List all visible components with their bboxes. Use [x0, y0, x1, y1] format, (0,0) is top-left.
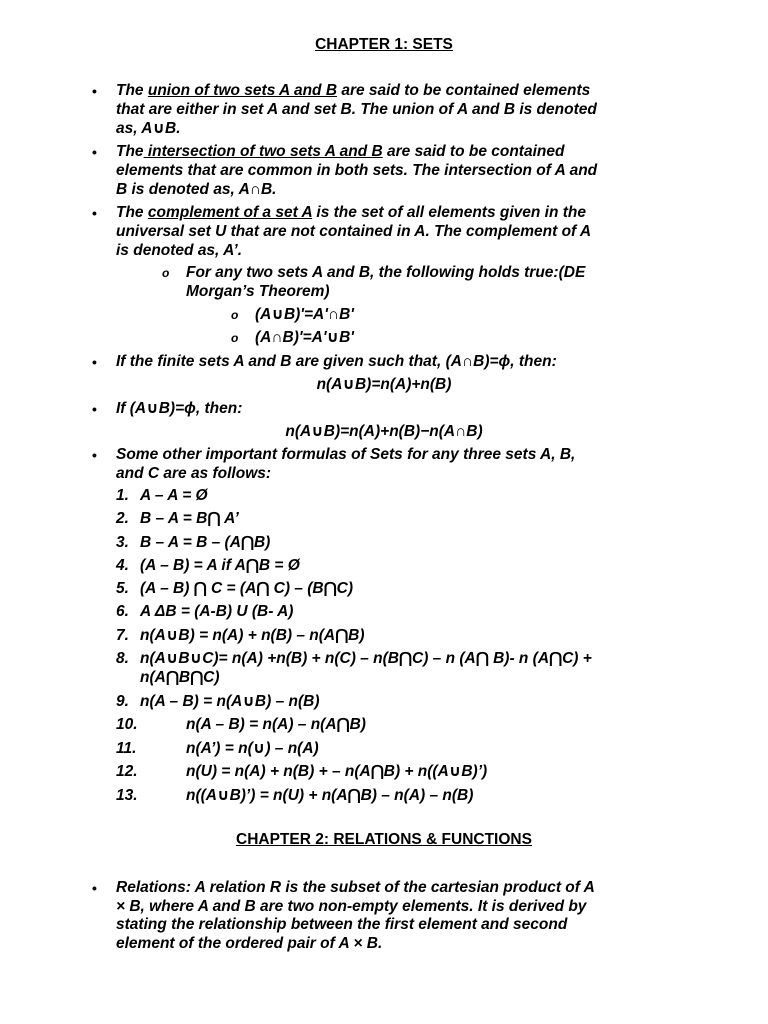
demorgan-line-1: For any two sets A and B, the following holds true:(DE: [186, 264, 586, 281]
formula-text: n(A – B) = n(A) – n(A⋂B): [186, 716, 366, 733]
formula-number: 4.: [116, 557, 129, 574]
formula-number: 9.: [116, 693, 129, 710]
formula-number: 6.: [116, 603, 129, 620]
bullet-icon: •: [92, 205, 97, 221]
formula-number: 2.: [116, 510, 129, 527]
union-line-3: as, A∪B.: [116, 120, 181, 137]
finite-line-1: If the finite sets A and B are given such that, (A∩B)=ϕ, then:: [116, 353, 557, 370]
chapter1-title: CHAPTER 1: SETS: [315, 36, 453, 53]
formula-text: n(U) = n(A) + n(B) + – n(A⋂B) + n((A∪B)’): [186, 763, 488, 780]
formula-number: 8.: [116, 650, 129, 667]
formula-text: n(A – B) = n(A∪B) – n(B): [140, 693, 320, 710]
general-line-1: If (A∪B)=ϕ, then:: [116, 400, 243, 417]
formula-text: A ΔB = (A-B) U (B- A): [140, 603, 294, 620]
relations-line-1: Relations: A relation R is the subset of the cartesian product of A: [116, 879, 595, 896]
complement-term: complement of a set A: [147, 204, 313, 221]
formula-text: B – A = B⋂ A’: [140, 510, 239, 527]
intersection-line-2: elements that are common in both sets. The intersection of A and: [116, 162, 598, 179]
formula-number: 11.: [116, 740, 137, 757]
other-line-1: Some other important formulas of Sets for any three sets A, B,: [116, 446, 576, 463]
formula-text: n(A’) = n(∪) – n(A): [186, 740, 319, 757]
union-term: union of two sets A and B: [147, 82, 338, 99]
chapter2-title: CHAPTER 2: RELATIONS & FUNCTIONS: [236, 831, 532, 848]
intersection-line-1: The intersection of two sets A and B are said to be contained: [116, 143, 565, 160]
formula-text: n((A∪B)’) = n(U) + n(A⋂B) – n(A) – n(B): [186, 787, 474, 804]
demorgan-law-2: (A∩B)'=A'∪B': [255, 329, 354, 346]
demorgan-law-1: (A∪B)'=A'∩B': [255, 306, 354, 323]
union-line-1: The union of two sets A and B are said to be contained elements: [116, 82, 591, 99]
formula-text: (A – B) ⋂ C = (A⋂ C) – (B⋂C): [140, 580, 353, 597]
formula-number: 5.: [116, 580, 129, 597]
relations-line-3: stating the relationship between the first element and second: [116, 916, 568, 933]
formula-text: n(A∪B) = n(A) + n(B) – n(A⋂B): [140, 627, 365, 644]
formula-number: 10.: [116, 716, 138, 733]
formula-number: 3.: [116, 534, 129, 551]
relations-line-2: × B, where A and B are two non-empty elements. It is derived by: [116, 898, 587, 915]
bullet-icon: •: [92, 401, 97, 417]
formula-text-continued: n(A⋂B⋂C): [140, 669, 220, 686]
formula-number: 1.: [116, 487, 129, 504]
bullet-icon: •: [92, 144, 97, 160]
demorgan-line-2: Morgan’s Theorem): [186, 283, 330, 300]
formula-text: B – A = B – (A⋂B): [140, 534, 271, 551]
complement-line-3: is denoted as, A’.: [116, 242, 243, 259]
relations-line-4: element of the ordered pair of A × B.: [116, 935, 383, 952]
formula-text: n(A∪B∪C)= n(A) +n(B) + n(C) – n(B⋂C) – n (A⋂ B)- n (A⋂C) +: [140, 650, 592, 667]
bullet-icon: •: [92, 354, 97, 370]
complement-line-2: universal set U that are not contained in A. The complement of A: [116, 223, 592, 240]
formula-number: 7.: [116, 627, 129, 644]
bullet-icon: •: [92, 447, 97, 463]
formula-number: 13.: [116, 787, 138, 804]
intersection-term: intersection of two sets A and B: [143, 143, 383, 160]
finite-formula: n(A∪B)=n(A)+n(B): [316, 376, 452, 393]
other-line-2: and C are as follows:: [116, 465, 272, 482]
union-line-2: that are either in set A and set B. The union of A and B is denoted: [116, 101, 597, 118]
sub-bullet-icon: o: [231, 308, 239, 322]
complement-line-1: The complement of a set A is the set of all elements given in the: [116, 204, 587, 221]
bullet-icon: •: [92, 83, 97, 99]
bullet-icon: •: [92, 880, 97, 896]
formula-text: A – A = Ø: [140, 487, 208, 504]
sub-bullet-icon: o: [231, 331, 239, 345]
formula-text: (A – B) = A if A⋂B = Ø: [140, 557, 300, 574]
sub-bullet-icon: o: [162, 266, 170, 280]
intersection-line-3: B is denoted as, A∩B.: [116, 181, 277, 198]
formula-number: 12.: [116, 763, 138, 780]
general-formula: n(A∪B)=n(A)+n(B)−n(A∩B): [285, 423, 483, 440]
